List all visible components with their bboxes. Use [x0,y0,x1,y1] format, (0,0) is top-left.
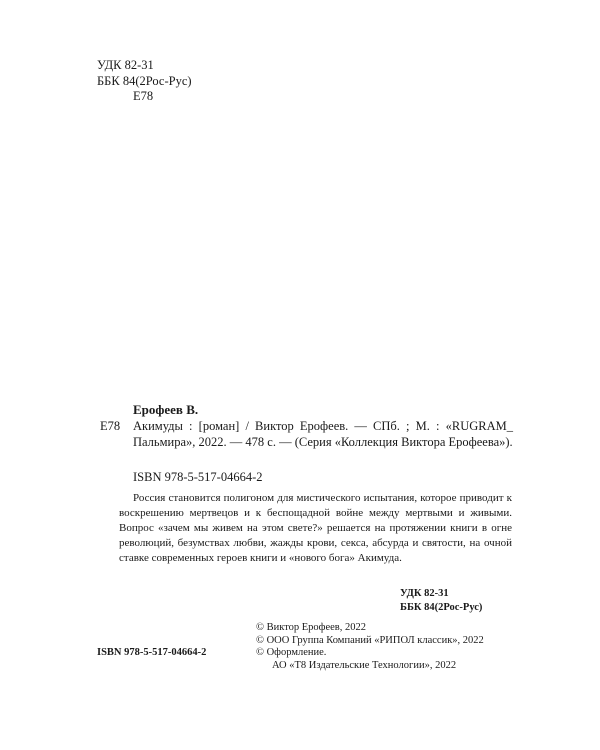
author-name: Ерофеев В. [133,402,199,417]
copyright-design: © Оформление. [256,647,327,658]
author-sign: Е78 [133,89,154,103]
copyright-publisher: © ООО Группа Компаний «РИПОЛ классик», 2022 [256,634,484,646]
entry-isbn: ISBN 978-5-517-04664-2 [133,470,263,484]
bottom-bbk-code: ББК 84(2Рос-Рус) [400,601,483,613]
bibliographic-description: Акимуды : [роман] / Виктор Ерофеев. — СПб. ; М. : «RUGRAM_ Пальмира», 2022. — 478 с. — (Серия «Коллекция Виктора Ерофеева»). [133,419,513,449]
copyright-block [256,622,484,672]
copyright-author: © Виктор Ерофеев, 2022 [256,622,367,633]
entry-author-sign: Е78 [100,419,121,433]
top-classification-codes [97,58,192,105]
bottom-udk-code: УДК 82-31 [400,588,449,599]
bottom-classification-codes [400,587,512,614]
udk-code: УДК 82-31 [97,58,154,72]
bottom-isbn: ISBN 978-5-517-04664-2 [97,647,207,658]
bbk-code: ББК 84(2Рос-Рус) [97,73,192,88]
copyright-design-owner: АО «Т8 Издательские Технологии», 2022 [272,659,457,671]
annotation-text: Россия становится полигоном для мистического испытания, которое приводит к воскрешению мертвецов и к беспощадной войне между мертвыми и живыми. Вопрос «зачем мы живем на этом свете?» решается на протяжении книги в огне революций, безумствах любви, жажды крови, секса, абсурда и святости, на очной ставке современных героев книги и «нового бога» Акимуда. [119,492,512,564]
